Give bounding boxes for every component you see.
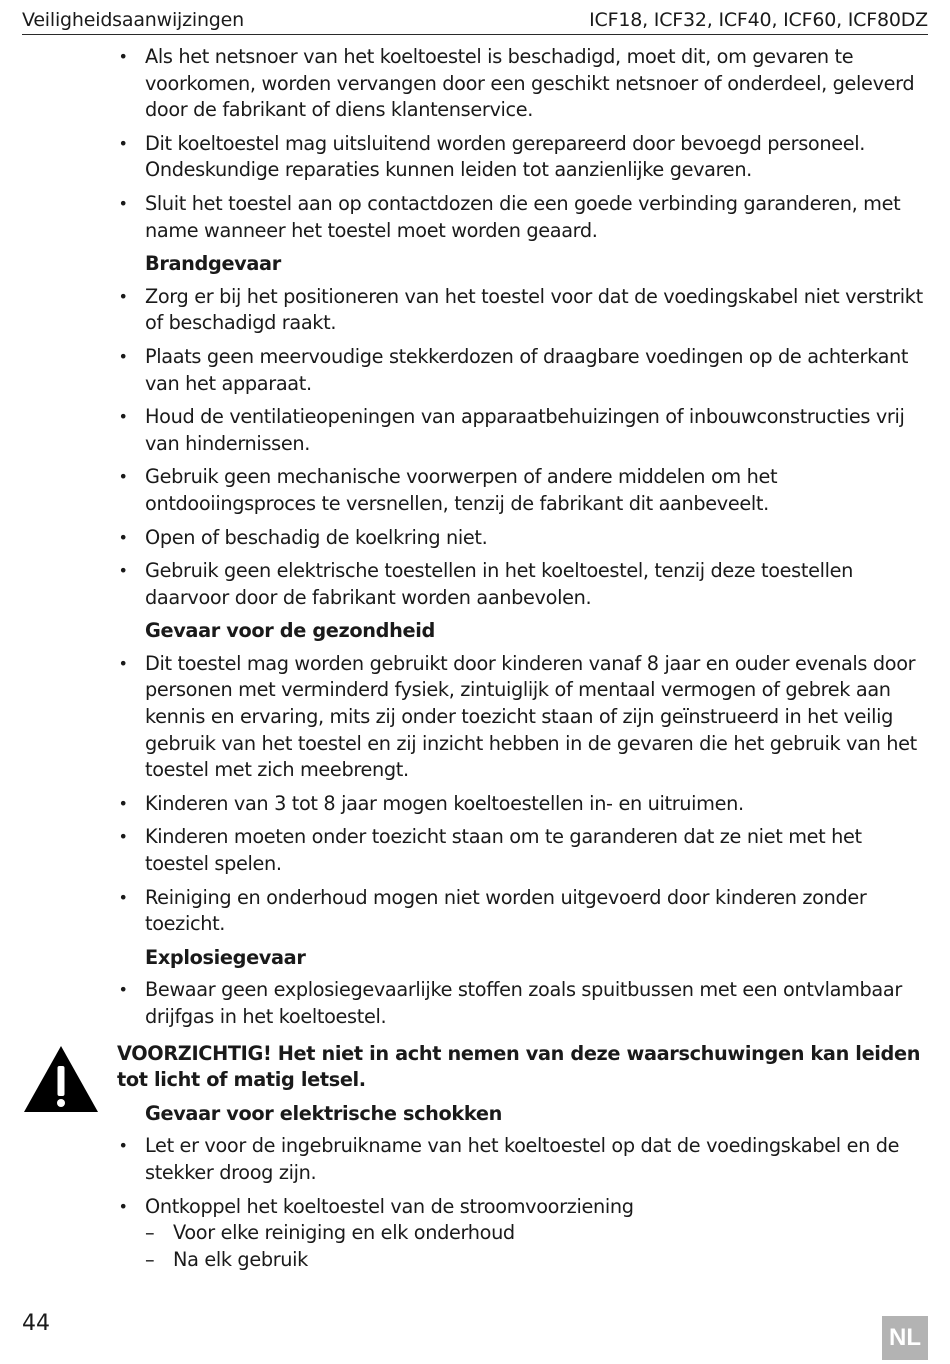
language-badge: NL: [882, 1316, 928, 1360]
list-item-text: Sluit het toestel aan op contactdozen die een goede verbinding garanderen, met name wanneer het toestel moet worden geaard.: [145, 191, 901, 242]
list-item: [117, 824, 928, 877]
bullet-marker: •: [118, 827, 128, 847]
list-item: [117, 651, 928, 784]
bullet-marker: •: [118, 286, 128, 306]
caution-notice: VOORZICHTIG! Het niet in acht nemen van deze waarschuwingen kan leiden tot licht of matig letsel.: [117, 1041, 921, 1092]
list-item-text: Kinderen moeten onder toezicht staan om te garanderen dat ze niet met het toestel spelen.: [145, 825, 862, 876]
list-item: [117, 284, 928, 337]
list-item-text: Gebruik geen elektrische toestellen in het koeltoestel, tenzij deze toestellen daarvoor door de fabrikant worden aanbevolen.: [145, 559, 853, 609]
section-heading-health: Gevaar voor de gezondheid: [145, 619, 435, 643]
list-item: [117, 885, 928, 938]
list-item-text: Reiniging en onderhoud mogen niet worden uitgevoerd door kinderen zonder toezicht.: [145, 885, 867, 936]
header-section-title: Veiligheidsaanwijzingen: [22, 9, 244, 31]
dash-marker: –: [145, 1247, 155, 1271]
bullet-marker: •: [118, 887, 128, 907]
list-item-text: Let er voor de ingebruikname van het koeltoestel op dat de voedingskabel en de stekker droog zijn.: [145, 1134, 900, 1184]
list-item: [117, 131, 928, 184]
bullet-marker: •: [118, 133, 128, 153]
dash-marker: –: [145, 1221, 155, 1245]
list-item-text: Gebruik geen mechanische voorwerpen of andere middelen om het ontdooiingsproces te versnellen, tenzij de fabrikant dit aanbeveelt.: [145, 465, 778, 515]
list-item-text: Ontkoppel het koeltoestel van de stroomvoorziening: [145, 1194, 634, 1218]
list-item-text: Als het netsnoer van het koeltoestel is beschadigd, moet dit, om gevaren te voorkomen, worden vervangen door een geschikt netsnoer of onderdeel, geleverd door de fabrikant of diens klantenservice.: [145, 45, 915, 122]
section-heading-explosion: Explosiegevaar: [145, 945, 306, 969]
document-body: [117, 44, 928, 1273]
bullet-marker: •: [118, 980, 128, 1000]
bullet-marker: •: [118, 1136, 128, 1156]
list-item-text: Dit toestel mag worden gebruikt door kinderen vanaf 8 jaar en ouder evenals door personen met verminderd fysiek, zintuiglijk of mentaal vermogen of gebrek aan kennis en ervaring, mits zij onder toezicht staan of zijn geïnstrueerd in het veilig gebruik van het toestel en zij inzicht hebben in de gevaren die het gebruik van het toestel met zich meebrengt.: [145, 651, 917, 782]
list-item: [117, 404, 928, 457]
bullet-marker: •: [118, 653, 128, 673]
list-item: [117, 191, 928, 244]
list-item: [117, 525, 928, 552]
page-number: 44: [22, 1311, 50, 1336]
sub-list-item: [117, 1247, 928, 1274]
bullet-marker: •: [118, 527, 128, 547]
bullet-marker: •: [118, 407, 128, 427]
list-item-text: Kinderen van 3 tot 8 jaar mogen koeltoestellen in- en uitruimen.: [145, 791, 744, 815]
warning-triangle-icon: [22, 1044, 100, 1114]
bullet-marker: •: [118, 1196, 128, 1216]
bullet-marker: •: [118, 193, 128, 213]
page-header: [22, 6, 928, 35]
bullet-marker: •: [118, 793, 128, 813]
header-model-list: ICF18, ICF32, ICF40, ICF60, ICF80DZ: [589, 9, 928, 31]
list-item: [117, 1194, 928, 1221]
sub-list-item-text: Na elk gebruik: [173, 1247, 308, 1271]
bullet-marker: •: [118, 561, 128, 581]
list-item-text: Plaats geen meervoudige stekkerdozen of draagbare voedingen op de achterkant van het apparaat.: [145, 344, 909, 395]
list-item-text: Bewaar geen explosiegevaarlijke stoffen zoals spuitbussen met een ontvlambaar drijfgas in het koeltoestel.: [145, 978, 902, 1028]
section-heading-electric-shock: Gevaar voor elektrische schokken: [145, 1101, 502, 1125]
list-item: [117, 1133, 928, 1186]
bullet-marker: •: [118, 346, 128, 366]
list-item: [117, 977, 928, 1030]
list-item: [117, 558, 928, 611]
list-item-text: Zorg er bij het positioneren van het toestel voor dat de voedingskabel niet verstrikt of beschadigd raakt.: [145, 284, 923, 335]
list-item: [117, 344, 928, 397]
list-item-text: Open of beschadig de koelkring niet.: [145, 525, 488, 549]
sub-list-item-text: Voor elke reiniging en elk onderhoud: [173, 1221, 515, 1245]
list-item-text: Houd de ventilatieopeningen van apparaatbehuizingen of inbouwconstructies vrij van hindernissen.: [145, 405, 905, 455]
list-item: [117, 791, 928, 818]
sub-list-item: [117, 1220, 928, 1247]
bullet-marker: •: [118, 467, 128, 487]
section-heading-fire: Brandgevaar: [145, 252, 281, 276]
bullet-marker: •: [118, 47, 128, 66]
list-item: [117, 464, 928, 517]
list-item-text: Dit koeltoestel mag uitsluitend worden gerepareerd door bevoegd personeel. Ondeskundige reparaties kunnen leiden tot aanzienlijke gevaren.: [145, 131, 866, 182]
list-item: [117, 44, 928, 124]
